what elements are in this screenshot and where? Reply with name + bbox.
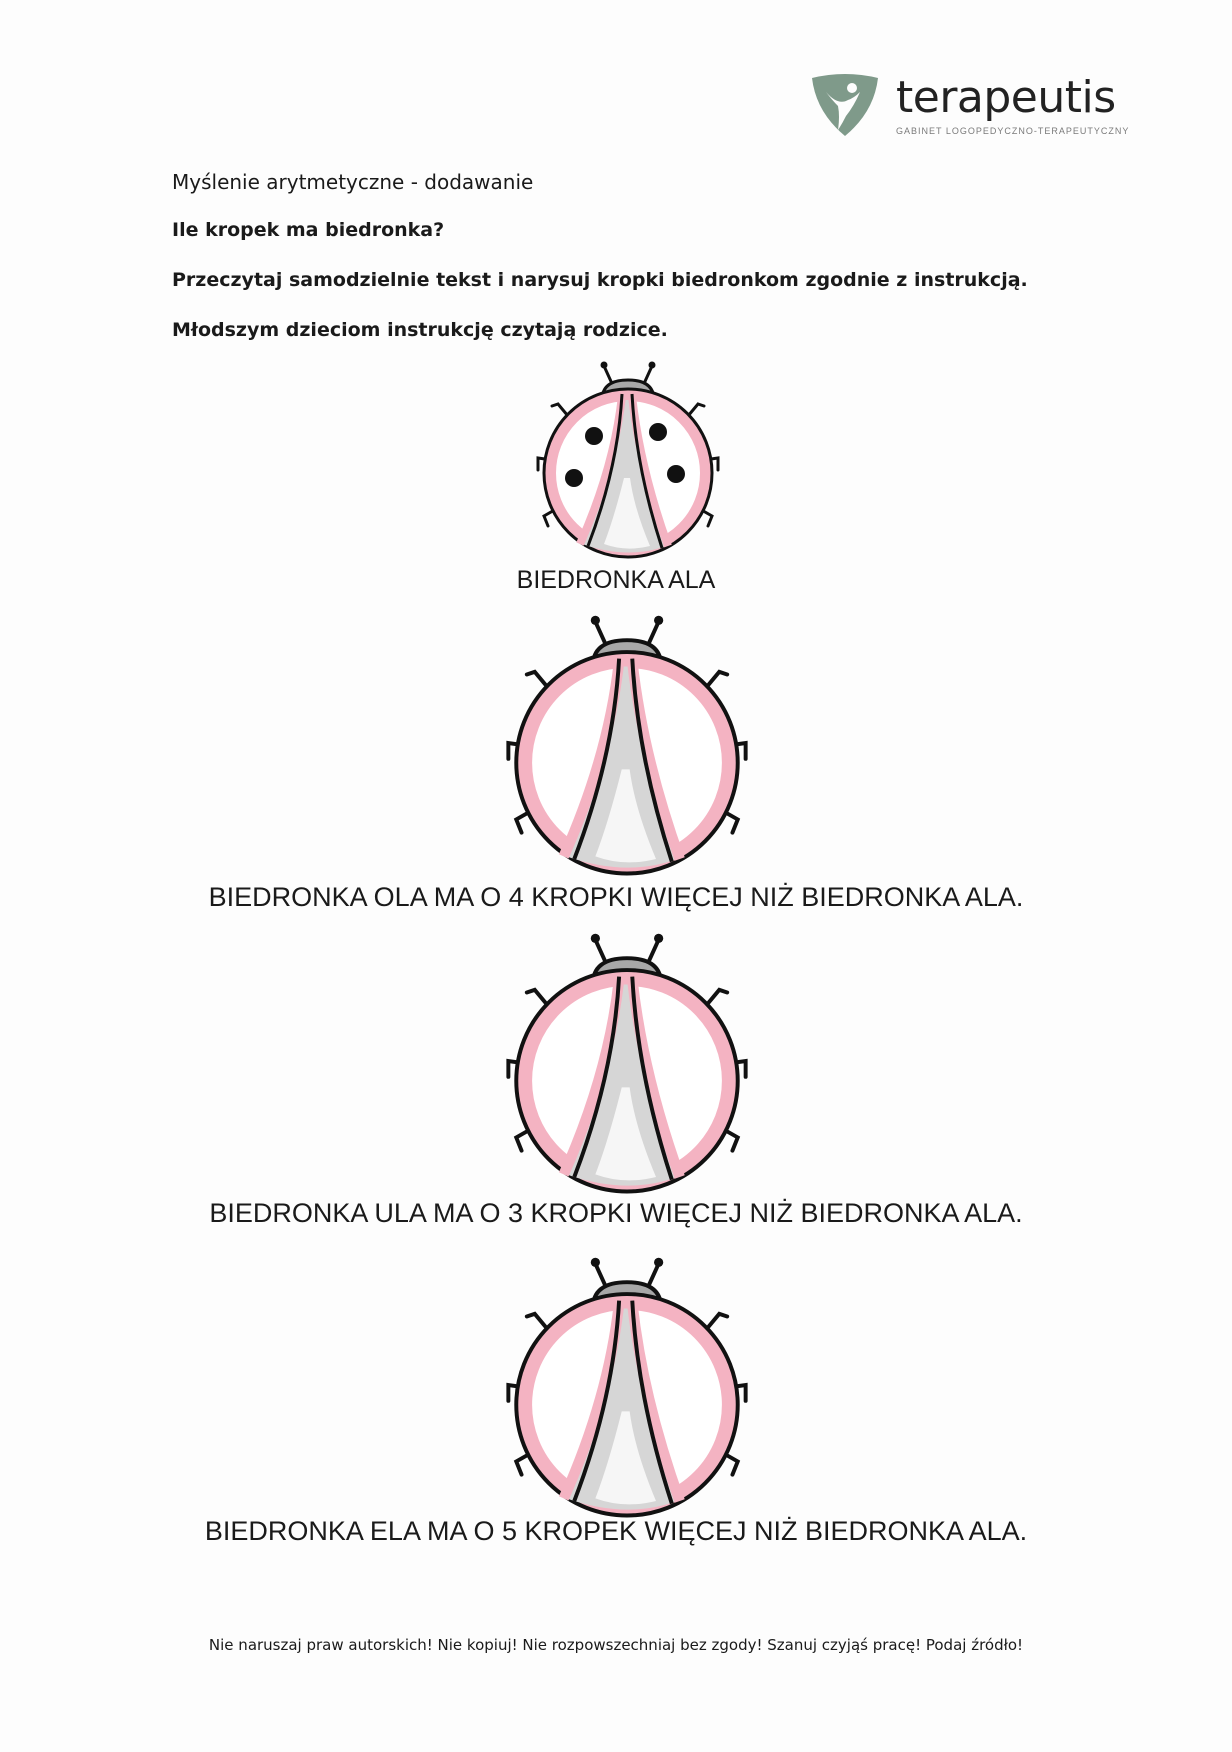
question: Ile kropek ma biedronka?: [172, 219, 445, 241]
logo-icon: [808, 72, 882, 138]
logo-tagline: GABINET LOGOPEDYCZNO-TERAPEUTYCZNY: [896, 126, 1130, 136]
ladybug-ola-drawing: [508, 616, 745, 874]
logo-name: terapeutis: [896, 72, 1116, 123]
ladybug-caption: BIEDRONKA OLA MA O 4 KROPKI WIĘCEJ NIŻ BIEDRONKA ALA.: [208, 882, 1024, 912]
instruction: Przeczytaj samodzielnie tekst i narysuj kropki biedronkom zgodnie z instrukcją.: [172, 269, 1028, 291]
ladybug-ela-drawing: [508, 1258, 745, 1516]
ladybug-ula: [482, 916, 772, 1206]
ladybug-caption: BIEDRONKA ALA: [516, 566, 716, 594]
logo: [808, 72, 1138, 142]
subject-title: Myślenie arytmetyczne - dodawanie: [172, 170, 534, 194]
ladybug-caption: BIEDRONKA ELA MA O 5 KROPEK WIĘCEJ NIŻ BIEDRONKA ALA.: [204, 1516, 1028, 1546]
ladybug-ela: [482, 1240, 772, 1530]
ladybug-ala-drawing: [538, 362, 718, 558]
ladybug-ala: [518, 348, 738, 568]
copyright-footer: Nie naruszaj praw autorskich! Nie kopiuj! Nie rozpowszechniaj bez zgody! Szanuj czyjąś pracę! Podaj źródło!: [208, 1636, 1024, 1654]
ladybug-ola: [482, 598, 772, 888]
ladybug-caption: BIEDRONKA ULA MA O 3 KROPKI WIĘCEJ NIŻ BIEDRONKA ALA.: [209, 1198, 1023, 1228]
ladybug-ula-drawing: [508, 934, 745, 1192]
parent-note: Młodszym dzieciom instrukcję czytają rodzice.: [172, 319, 668, 341]
